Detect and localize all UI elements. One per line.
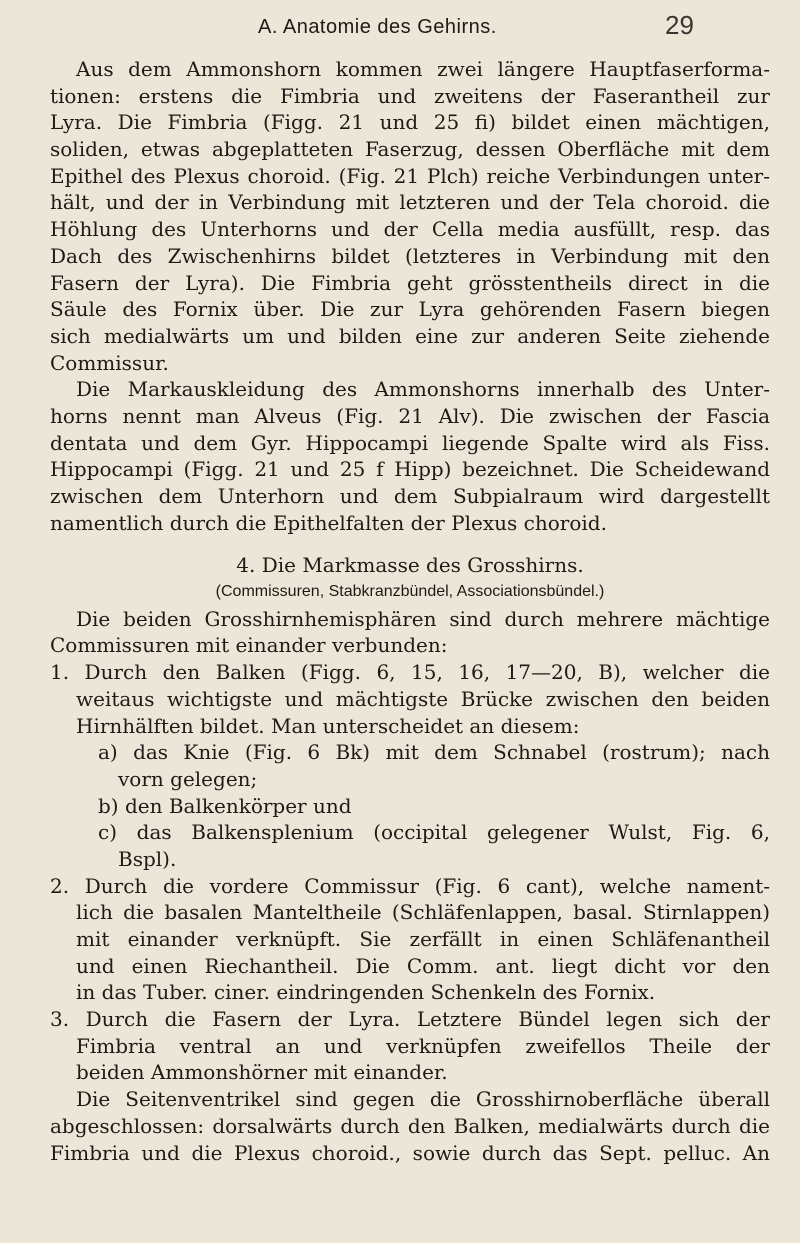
text-line: soliden, etwas abgeplatteten Faserzug, dessen Oberfläche mit dem	[50, 137, 770, 162]
running-head	[0, 10, 800, 44]
list-item: c) das Balkensplenium (occipital gelegener Wulst, Fig. 6,	[98, 820, 770, 845]
text-line: hält, und der in Verbindung mit letzteren und der Tela choroid. die	[50, 190, 770, 215]
list-item: 3. Durch die Fasern der Lyra. Letztere Bündel legen sich der	[50, 1007, 770, 1032]
text-line: mit einander verknüpft. Sie zerfällt in einen Schläfenantheil	[76, 927, 770, 951]
text-line: Dach des Zwischenhirns bildet (letzteres in Verbindung mit den	[50, 243, 770, 268]
section-heading: 4. Die Markmasse des Grosshirns.	[236, 553, 584, 578]
text-line: dentata und dem Gyr. Hippocampi liegende Spalte wird als Fiss.	[50, 430, 770, 455]
text-line: Die beiden Grosshirnhemisphären sind durch mehrere mächtige	[76, 606, 770, 631]
text-line: vorn gelegen;	[118, 766, 258, 791]
text-line: horns nennt man Alveus (Fig. 21 Alv). Die zwischen der Fascia	[50, 403, 770, 428]
text-line: Höhlung des Unterhorns und der Cella media ausfüllt, resp. das	[50, 217, 770, 242]
section-subheading: (Commissuren, Stabkranzbündel, Associationsbündel.)	[215, 583, 605, 601]
text-line: Die Seitenventrikel sind gegen die Grosshirnoberfläche überall	[76, 1087, 770, 1112]
text-line: Epithel des Plexus choroid. (Fig. 21 Plch) reiche Verbindungen unter-	[50, 163, 770, 188]
text-line: Fasern der Lyra). Die Fimbria geht grösstentheils direct in die	[50, 270, 770, 295]
text-line: Fimbria ventral an und verknüpfen zweifellos Theile der	[76, 1033, 770, 1058]
text-line: Commissur.	[50, 350, 169, 375]
text-line: beiden Ammonshörner mit einander.	[76, 1060, 448, 1085]
text-line: Lyra. Die Fimbria (Figg. 21 und 25 fi) bildet einen mächtigen,	[50, 110, 770, 135]
list-item: 2. Durch die vordere Commissur (Fig. 6 cant), welche nament-	[50, 873, 770, 898]
text-line: sich medialwärts um und bilden eine zur anderen Seite ziehende	[50, 323, 770, 348]
text-line: und einen Riechantheil. Die Comm. ant. liegt dicht vor den	[76, 953, 770, 978]
text-line: zwischen dem Unterhorn und dem Subpialraum wird dargestellt	[50, 484, 770, 508]
text-line: in das Tuber. ciner. eindringenden Schenkeln des Fornix.	[76, 980, 656, 1005]
list-item: b) den Balkenkörper und	[98, 793, 352, 818]
text-line: lich die basalen Manteltheile (Schläfenlappen, basal. Stirnlappen)	[76, 900, 770, 925]
list-item: a) das Knie (Fig. 6 Bk) mit dem Schnabel (rostrum); nach	[98, 740, 770, 765]
page-number: 29	[665, 10, 694, 40]
text-line: tionen: erstens die Fimbria und zweitens der Faserantheil zur	[50, 83, 770, 108]
section-gap	[50, 536, 770, 552]
text-line: namentlich durch die Epithelfalten der Plexus choroid.	[50, 510, 607, 535]
text-line: Commissuren mit einander verbunden:	[50, 633, 448, 658]
text-line: Fimbria und die Plexus choroid., sowie durch das Sept. pelluc. An	[50, 1140, 770, 1165]
text-line: Hirnhälften bildet. Man unterscheidet an diesem:	[76, 713, 580, 738]
text-line: Bspl).	[118, 846, 177, 871]
text-line: weitaus wichtigste und mächtigste Brücke zwischen den beiden	[76, 686, 770, 711]
running-title: A. Anatomie des Gehirns.	[258, 16, 497, 38]
text-line: abgeschlossen: dorsalwärts durch den Balken, medialwärts durch die	[50, 1113, 770, 1138]
text-line: Hippocampi (Figg. 21 und 25 f Hipp) bezeichnet. Die Scheidewand	[50, 457, 770, 482]
list-item: 1. Durch den Balken (Figg. 6, 15, 16, 17—20, B), welcher die	[50, 660, 770, 685]
text-line: Aus dem Ammonshorn kommen zwei längere Hauptfaserforma-	[76, 57, 770, 81]
body-text	[50, 56, 770, 1166]
text-line: Die Markauskleidung des Ammonshorns innerhalb des Unter-	[76, 377, 770, 402]
text-line: Säule des Fornix über. Die zur Lyra gehörenden Fasern biegen	[50, 297, 770, 322]
